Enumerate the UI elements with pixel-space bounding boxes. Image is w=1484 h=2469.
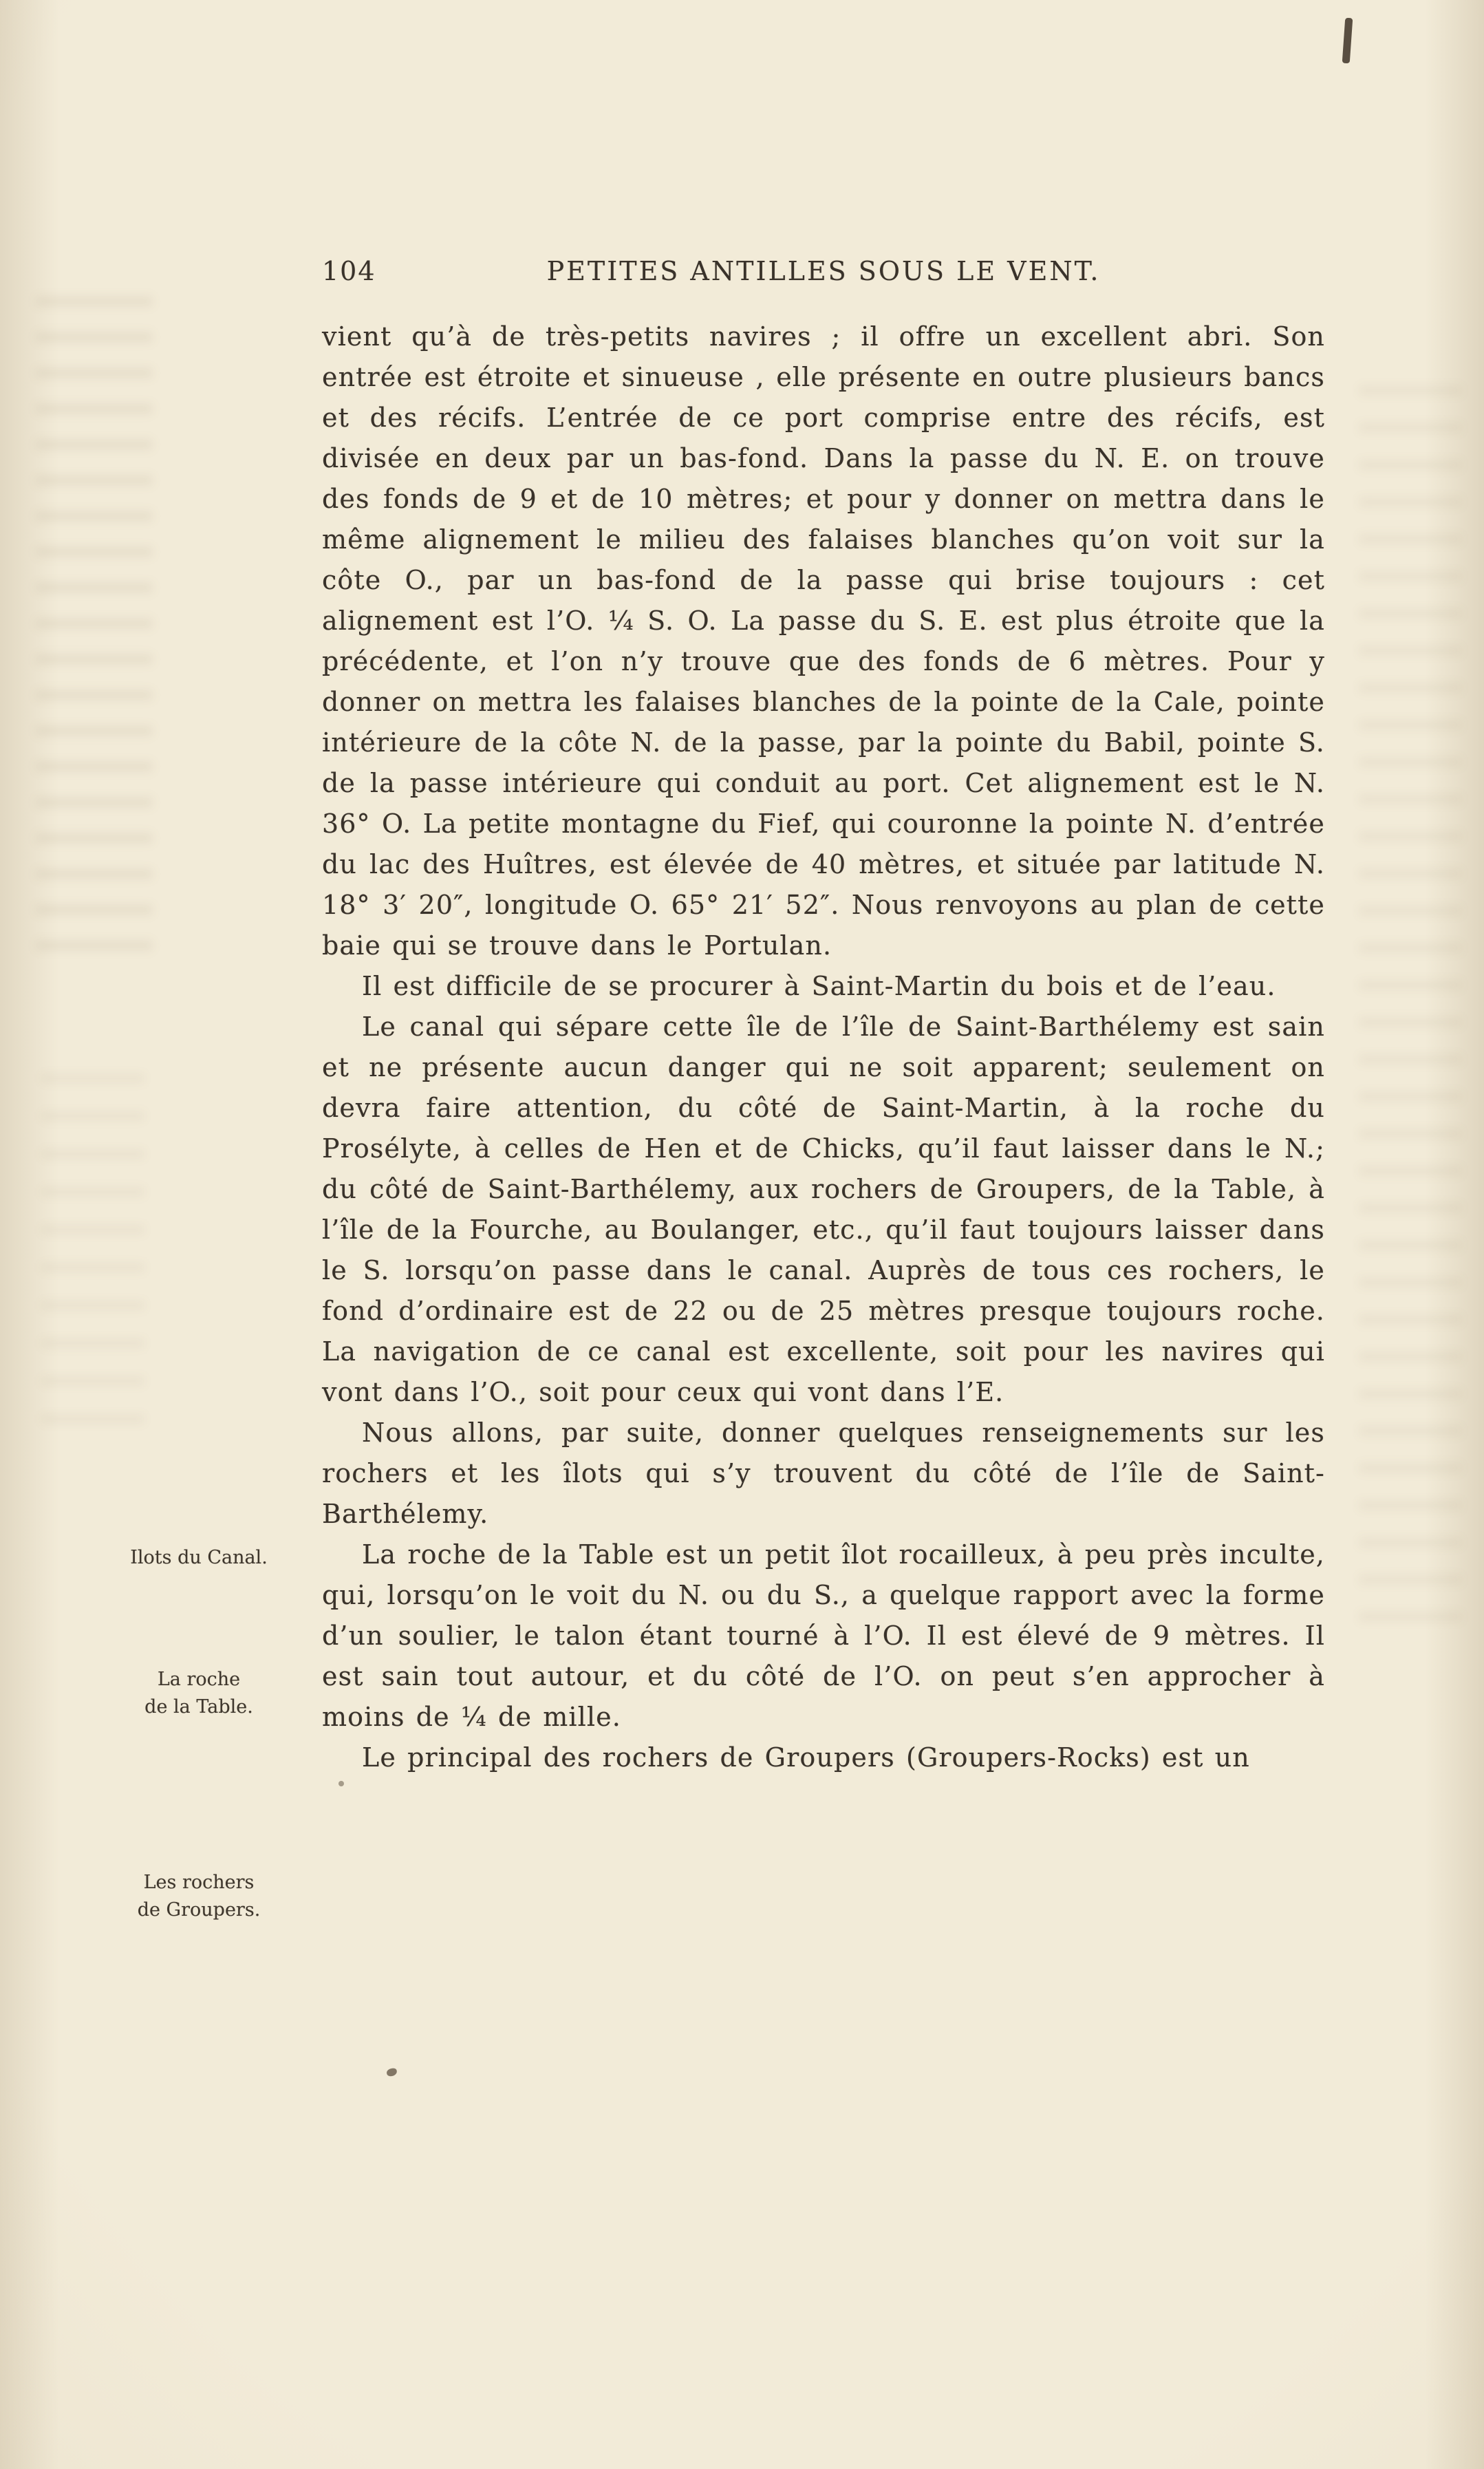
margin-note-line: Les rochers: [143, 1872, 255, 1893]
paragraph: La roche de la Table est un petit îlot rocailleux, à peu près inculte, qui, lorsqu’on le voit du N. ou du S., a quelque rapport avec la forme d’un soulier, le talon étant tourné à l’O. Il est élevé de 9 mètres. Il est sain tout autour, et du côté de l’O. on peut s’en approcher à moins de ¼ de mille.: [322, 1539, 1325, 1732]
margin-note-line: de Groupers.: [137, 1899, 261, 1921]
margin-note-les-rochers-de-groupers: [102, 1869, 296, 1924]
ink-speck: [386, 2068, 398, 2077]
bleed-through-left-top: [36, 296, 153, 970]
paragraph: Le canal qui sépare cette île de l’île de Saint-Barthélemy est sain et ne présente aucun danger qui ne soit apparent; seulement on devra faire attention, du côté de Saint-Martin, à la roche du Prosélyte, à celles de Hen et de Chicks, qu’il faut laisser dans le N.; du côté de Saint-Barthélemy, aux rochers de Groupers, de la Table, à l’île de la Fourche, au Boulanger, etc., qu’il faut toujours laisser dans le S. lorsqu’on passe dans le canal. Auprès de tous ces rochers, le fond d’ordinaire est de 22 ou de 25 mètres presque toujours roche. La navigation de ce canal est excellente, soit pour les navires qui vont dans l’O., soit pour ceux qui vont dans l’E.: [322, 1012, 1325, 1407]
paragraph: vient qu’à de très-petits navires ; il offre un excellent abri. Son entrée est étroite et sinueuse , elle présente en outre plusieurs bancs et des récifs. L’entrée de ce port comprise entre des récifs, est divisée en deux par un bas-fond. Dans la passe du N. E. on trouve des fonds de 9 et de 10 mètres; et pour y donner on mettra dans le même alignement le milieu des falaises blanches qu’on voit sur la côte O., par un bas-fond de la passe qui brise toujours : cet alignement est l’O. ¼ S. O. La passe du S. E. est plus étroite que la précédente, et l’on n’y trouve que des fonds de 6 mètres. Pour y donner on mettra les falaises blanches de la pointe de la Cale, pointe intérieure de la côte N. de la passe, par la pointe du Babil, pointe S. de la passe intérieure qui conduit au port. Cet alignement est le N. 36° O. La petite montagne du Fief, qui couronne la pointe N. d’entrée du lac des Huîtres, est élevée de 40 mètres, et située par latitude N. 18° 3′ 20″, longitude O. 65° 21′ 52″. Nous renvoyons au plan de cette baie qui se trouve dans le Portulan.: [322, 321, 1325, 961]
margin-note-ilots-du-canal: [102, 1544, 296, 1572]
margin-note-line: La roche: [157, 1669, 241, 1690]
margin-note-la-roche-de-la-table: [102, 1666, 296, 1721]
text-column: [322, 256, 1325, 1778]
paragraph: Le principal des rochers de Groupers (Groupers-Rocks) est un: [362, 1742, 1250, 1773]
ink-speck: [338, 1781, 344, 1786]
bleed-through-left-mid: [41, 1073, 144, 1431]
margin-note-line: de la Table.: [144, 1696, 253, 1718]
paragraph: Il est difficile de se procurer à Saint-Martin du bois et de l’eau.: [362, 971, 1276, 1001]
body-text: [322, 317, 1325, 1778]
ink-mark: [1342, 18, 1353, 64]
paragraph: Nous allons, par suite, donner quelques renseignements sur les rochers et les îlots qui s’y trouvent du côté de l’île de Saint-Barthélemy.: [322, 1418, 1325, 1529]
bleed-through-right: [1359, 385, 1462, 1624]
running-title: PETITES ANTILLES SOUS LE VENT.: [546, 256, 1101, 286]
page-number: 104: [322, 256, 376, 286]
page-header: [322, 256, 1325, 286]
margin-note-line: Ilots du Canal.: [130, 1547, 268, 1568]
